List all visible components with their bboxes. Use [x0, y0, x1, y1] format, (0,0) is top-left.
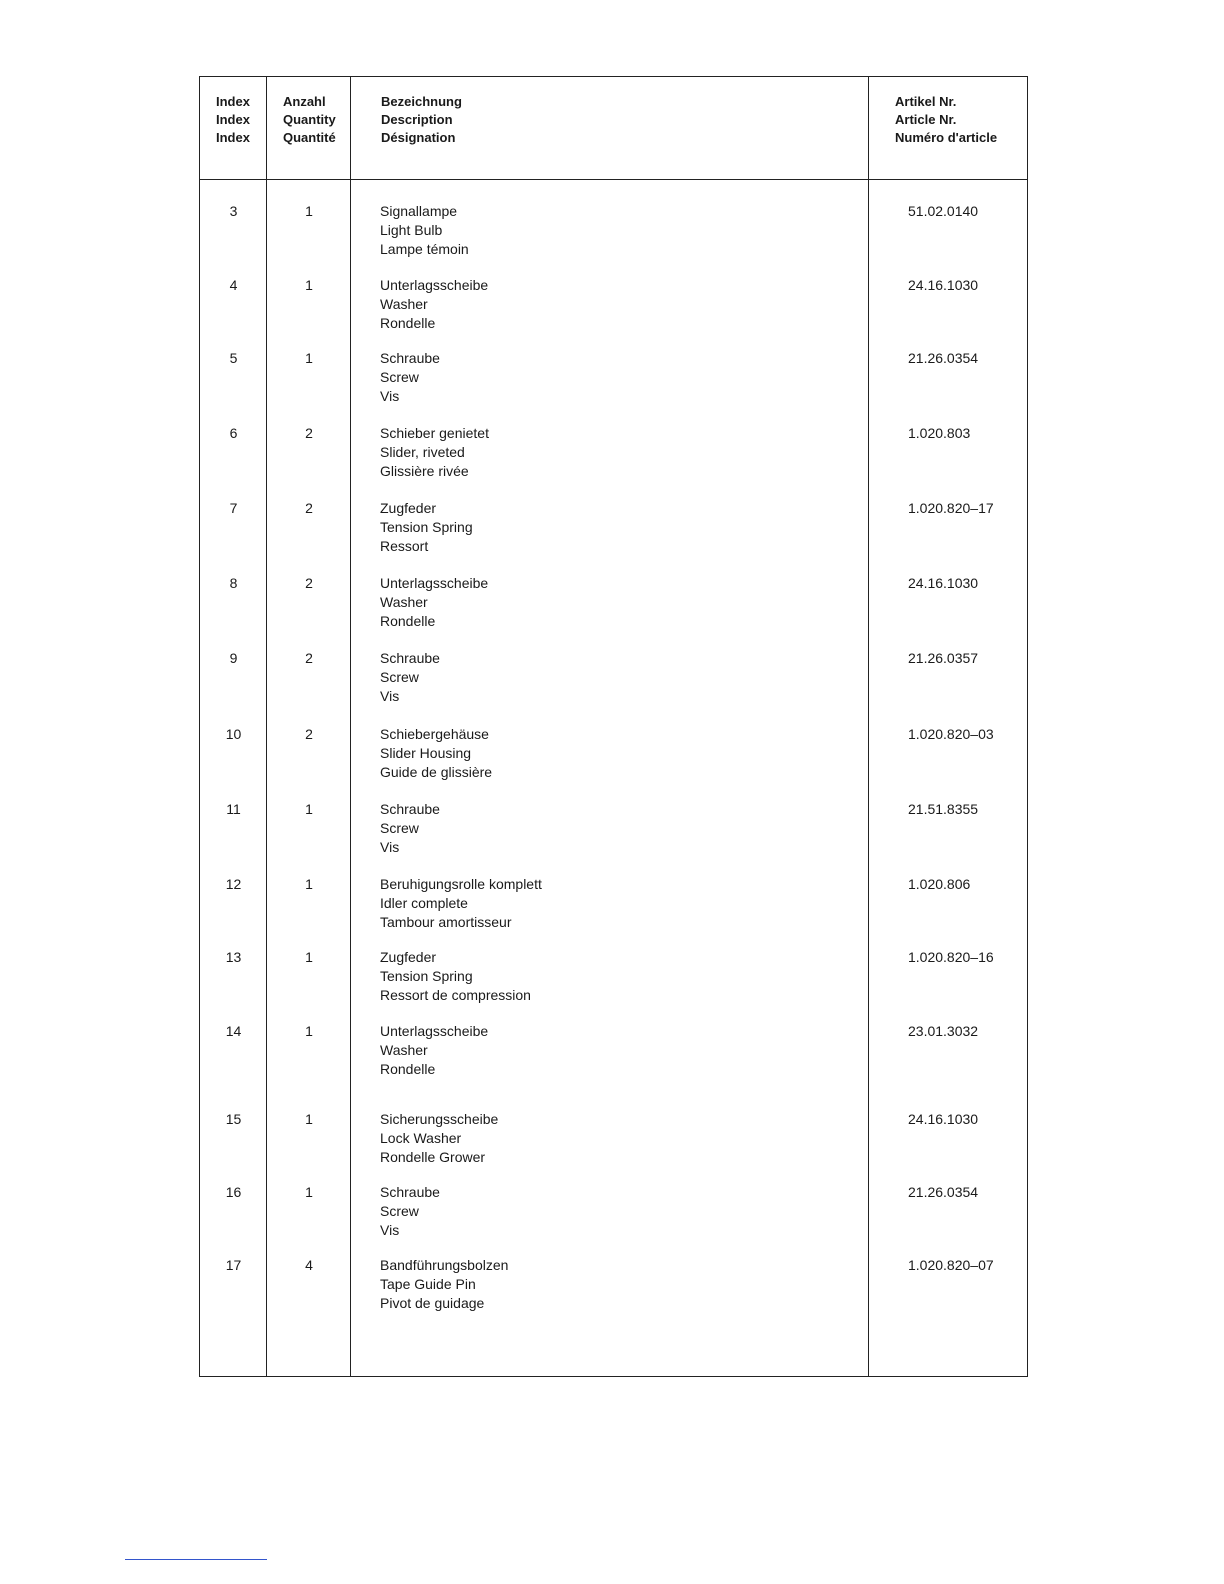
row-index: 9: [229, 650, 238, 666]
row-index: 15: [225, 1111, 242, 1127]
row-designation: [380, 948, 531, 1005]
designation-fr: Ressort de compression: [380, 987, 531, 1003]
row-article-number: 21.26.0354: [908, 350, 979, 366]
header-designation: [381, 93, 462, 147]
designation-de: Schraube: [380, 801, 440, 817]
header-designation-de: Bezeichnung: [381, 94, 462, 109]
row-quantity: 1: [305, 277, 313, 293]
row-quantity: 2: [305, 500, 313, 516]
row-article-number: 1.020.820–07: [908, 1257, 994, 1273]
designation-de: Zugfeder: [380, 500, 437, 516]
designation-fr: Vis: [380, 839, 400, 855]
header-article: [895, 93, 997, 147]
row-index: 7: [229, 500, 238, 516]
row-quantity: 4: [305, 1257, 313, 1273]
row-article-number: 1.020.820–17: [908, 500, 994, 516]
row-index: 3: [229, 203, 238, 219]
row-article-number: 24.16.1030: [908, 277, 979, 293]
designation-en: Screw: [380, 820, 419, 836]
designation-de: Unterlagsscheibe: [380, 1023, 489, 1039]
designation-en: Screw: [380, 669, 419, 685]
row-quantity: 1: [305, 876, 313, 892]
row-quantity: 1: [305, 949, 313, 965]
row-index: 6: [229, 425, 238, 441]
row-designation: [380, 649, 440, 706]
row-designation: [380, 875, 542, 932]
row-quantity: 1: [305, 1111, 313, 1127]
header-divider: [200, 179, 1027, 180]
designation-fr: Guide de glissière: [380, 764, 493, 780]
row-designation: [380, 424, 489, 481]
row-designation: [380, 1183, 440, 1240]
row-article-number: 24.16.1030: [908, 575, 979, 591]
row-quantity: 1: [305, 350, 313, 366]
designation-de: Schieber genietet: [380, 425, 489, 441]
row-index: 11: [226, 801, 241, 817]
row-article-number: 1.020.820–03: [908, 726, 994, 742]
row-designation: [380, 1022, 488, 1079]
designation-de: Unterlagsscheibe: [380, 277, 489, 293]
parts-table: [199, 76, 1028, 1377]
row-index: 4: [229, 277, 238, 293]
row-designation: [380, 725, 492, 782]
header-designation-fr: Désignation: [381, 130, 456, 145]
designation-en: Idler complete: [380, 895, 468, 911]
row-index: 17: [225, 1257, 242, 1273]
designation-fr: Rondelle: [380, 613, 436, 629]
row-index: 13: [225, 949, 242, 965]
row-quantity: 2: [305, 425, 313, 441]
designation-fr: Rondelle: [380, 315, 436, 331]
header-quantity-de: Anzahl: [283, 94, 326, 109]
footnote-separator: [125, 1559, 267, 1560]
row-quantity: 2: [305, 726, 313, 742]
designation-en: Screw: [380, 1203, 419, 1219]
row-designation: [380, 276, 488, 333]
designation-en: Washer: [380, 1042, 428, 1058]
designation-de: Zugfeder: [380, 949, 437, 965]
header-index-de: Index: [216, 94, 250, 109]
row-designation: [380, 1256, 508, 1313]
designation-de: Beruhigungsrolle komplett: [380, 876, 542, 892]
header-article-en: Article Nr.: [895, 112, 957, 127]
row-article-number: 21.26.0354: [908, 1184, 979, 1200]
row-index: 10: [225, 726, 242, 742]
row-quantity: 2: [305, 650, 313, 666]
row-article-number: 1.020.803: [908, 425, 971, 441]
designation-de: Schraube: [380, 650, 440, 666]
row-designation: [380, 349, 440, 406]
header-quantity-en: Quantity: [283, 112, 336, 127]
row-article-number: 1.020.820–16: [908, 949, 994, 965]
header-index-en: Index: [216, 112, 250, 127]
designation-fr: Pivot de guidage: [380, 1295, 485, 1311]
column-divider: [868, 77, 869, 1376]
row-article-number: 24.16.1030: [908, 1111, 979, 1127]
designation-fr: Vis: [380, 1222, 400, 1238]
row-article-number: 23.01.3032: [908, 1023, 979, 1039]
row-article-number: 21.26.0357: [908, 650, 979, 666]
designation-fr: Ressort: [380, 538, 429, 554]
designation-de: Unterlagsscheibe: [380, 575, 489, 591]
designation-en: Screw: [380, 369, 419, 385]
row-article-number: 51.02.0140: [908, 203, 979, 219]
designation-en: Washer: [380, 296, 428, 312]
designation-en: Tension Spring: [380, 968, 473, 984]
row-index: 5: [229, 350, 238, 366]
row-index: 14: [225, 1023, 242, 1039]
row-quantity: 1: [305, 1184, 313, 1200]
designation-en: Slider, riveted: [380, 444, 465, 460]
row-quantity: 1: [305, 203, 313, 219]
designation-en: Lock Washer: [380, 1130, 462, 1146]
row-index: 8: [229, 575, 238, 591]
designation-fr: Vis: [380, 688, 400, 704]
designation-en: Tension Spring: [380, 519, 473, 535]
header-article-de: Artikel Nr.: [895, 94, 957, 109]
row-quantity: 1: [305, 1023, 313, 1039]
designation-en: Washer: [380, 594, 428, 610]
row-designation: [380, 800, 440, 857]
designation-en: Light Bulb: [380, 222, 443, 238]
row-index: 16: [225, 1184, 242, 1200]
row-designation: [380, 1110, 498, 1167]
header-designation-en: Description: [381, 112, 453, 127]
row-designation: [380, 574, 488, 631]
designation-de: Signallampe: [380, 203, 458, 219]
header-quantity-fr: Quantité: [283, 130, 336, 145]
row-index: 12: [225, 876, 242, 892]
designation-en: Slider Housing: [380, 745, 472, 761]
row-designation: [380, 202, 469, 259]
designation-de: Schiebergehäuse: [380, 726, 489, 742]
designation-fr: Rondelle Grower: [380, 1149, 486, 1165]
header-quantity: [283, 93, 336, 147]
header-article-fr: Numéro d'article: [895, 130, 998, 145]
designation-de: Schraube: [380, 350, 440, 366]
designation-en: Tape Guide Pin: [380, 1276, 476, 1292]
row-quantity: 1: [305, 801, 313, 817]
designation-fr: Glissière rivée: [380, 463, 469, 479]
row-article-number: 1.020.806: [908, 876, 971, 892]
header-index: [216, 93, 250, 147]
row-article-number: 21.51.8355: [908, 801, 979, 817]
row-designation: [380, 499, 473, 556]
designation-fr: Rondelle: [380, 1061, 436, 1077]
designation-fr: Lampe témoin: [380, 241, 469, 257]
designation-de: Sicherungsscheibe: [380, 1111, 499, 1127]
header-index-fr: Index: [216, 130, 250, 145]
designation-de: Bandführungsbolzen: [380, 1257, 509, 1273]
row-quantity: 2: [305, 575, 313, 591]
designation-de: Schraube: [380, 1184, 440, 1200]
designation-fr: Vis: [380, 388, 400, 404]
designation-fr: Tambour amortisseur: [380, 914, 512, 930]
